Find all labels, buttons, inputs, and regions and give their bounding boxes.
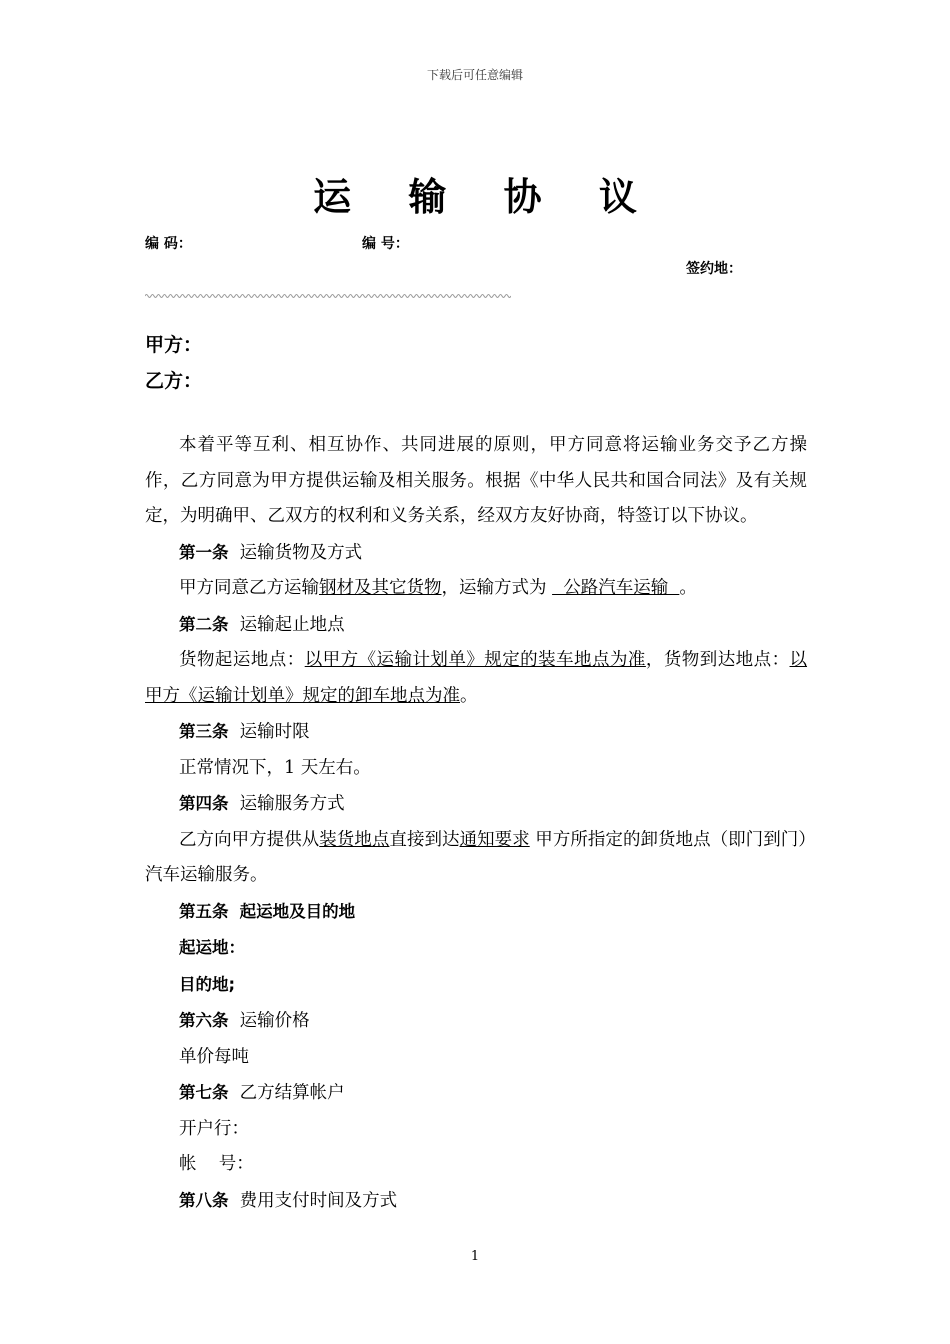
article-3-heading — [145, 714, 807, 751]
signing-place-label: 签约地： — [686, 261, 742, 277]
article-4-text-part: 乙方向甲方提供从 — [179, 829, 320, 850]
article-4-text-part: 直接到达 — [389, 829, 460, 850]
article-2-text-part: 。 — [460, 685, 478, 706]
article-1-mode: 公路汽车运输 — [552, 578, 680, 598]
article-3-text: 正常情况下，1 天左右。 — [179, 757, 371, 778]
article-2-destination: 以甲方《运输计划单》规定的卸车地点为准 — [145, 650, 808, 706]
article-2-text-part: 货物起运地点： — [179, 650, 305, 670]
article-5-heading — [145, 894, 807, 931]
article-5-number: 第五条 — [179, 901, 229, 921]
origin-label: 起运地： — [179, 938, 245, 957]
article-6-heading — [145, 1003, 807, 1040]
article-6-text: 单价每吨 — [179, 1046, 249, 1067]
article-8-number: 第八条 — [179, 1190, 229, 1210]
party-b-label: 乙方： — [145, 370, 203, 392]
article-2-number: 第二条 — [179, 614, 229, 634]
article-8-heading — [145, 1183, 807, 1220]
party-a-label: 甲方： — [145, 334, 203, 356]
article-5-origin — [145, 930, 807, 967]
article-4-subject: 运输服务方式 — [239, 794, 345, 814]
article-5-subject: 起运地及目的地 — [239, 901, 356, 921]
article-2-text-part: ，货物到达地点： — [645, 650, 790, 670]
article-4-text — [145, 823, 807, 894]
article-3-number: 第三条 — [179, 722, 229, 741]
destination-label: 目的地; — [179, 974, 236, 994]
document-title: 运 输 协 议 — [313, 175, 659, 219]
article-1-subject: 运输货物及方式 — [239, 542, 363, 563]
wavy-divider — [145, 290, 511, 302]
article-6-subject: 运输价格 — [239, 1011, 310, 1031]
article-1-number: 第一条 — [179, 542, 229, 562]
article-7-subject: 乙方结算帐户 — [239, 1083, 345, 1103]
article-4-notice-requirement: 通知要求 — [459, 829, 530, 850]
article-7-bank: 开户行： — [179, 1118, 249, 1139]
article-4-text-part: 甲方所指定的卸货地点（即门到门）汽车运输服务。 — [145, 829, 808, 885]
article-2-subject: 运输起止地点 — [239, 614, 345, 635]
article-7-account: 帐 号： — [179, 1154, 254, 1174]
article-4-loading-point: 装货地点 — [319, 829, 390, 850]
article-4-number: 第四条 — [179, 794, 229, 813]
number-label: 编 号： — [362, 236, 409, 252]
article-2-heading — [145, 607, 807, 644]
article-6-number: 第六条 — [179, 1011, 229, 1030]
article-4-heading — [145, 786, 807, 823]
article-1-heading — [145, 535, 807, 572]
article-1-text-part: ，运输方式为 — [441, 578, 547, 598]
intro-paragraph: 本着平等互利、相互协作、共同进展的原则，甲方同意将运输业务交予乙方操作，乙方同意为甲方提供运输及相关服务。根据《中华人民共和国合同法》及有关规定，为明确甲、乙双方的权利和义务关系，经双方友好协商，特签订以下协议。 — [145, 435, 807, 526]
article-1-text-part: 甲方同意乙方运输 — [179, 578, 319, 598]
article-1-text-part: 。 — [679, 578, 697, 598]
article-2-text — [145, 643, 807, 714]
contract-body — [145, 428, 807, 1219]
article-7-number: 第七条 — [179, 1083, 229, 1102]
article-3-subject: 运输时限 — [239, 722, 310, 742]
page-number: 1 — [470, 1249, 480, 1264]
header-note: 下载后可任意编辑 — [426, 68, 523, 82]
article-1-text — [145, 571, 807, 607]
article-2-origin: 以甲方《运输计划单》规定的装车地点为准 — [304, 650, 646, 670]
code-label: 编 码： — [145, 236, 192, 252]
article-7-heading — [145, 1075, 807, 1112]
article-5-destination — [145, 967, 807, 1004]
article-8-subject: 费用支付时间及方式 — [239, 1190, 398, 1211]
article-1-goods: 钢材及其它货物 — [319, 578, 442, 598]
